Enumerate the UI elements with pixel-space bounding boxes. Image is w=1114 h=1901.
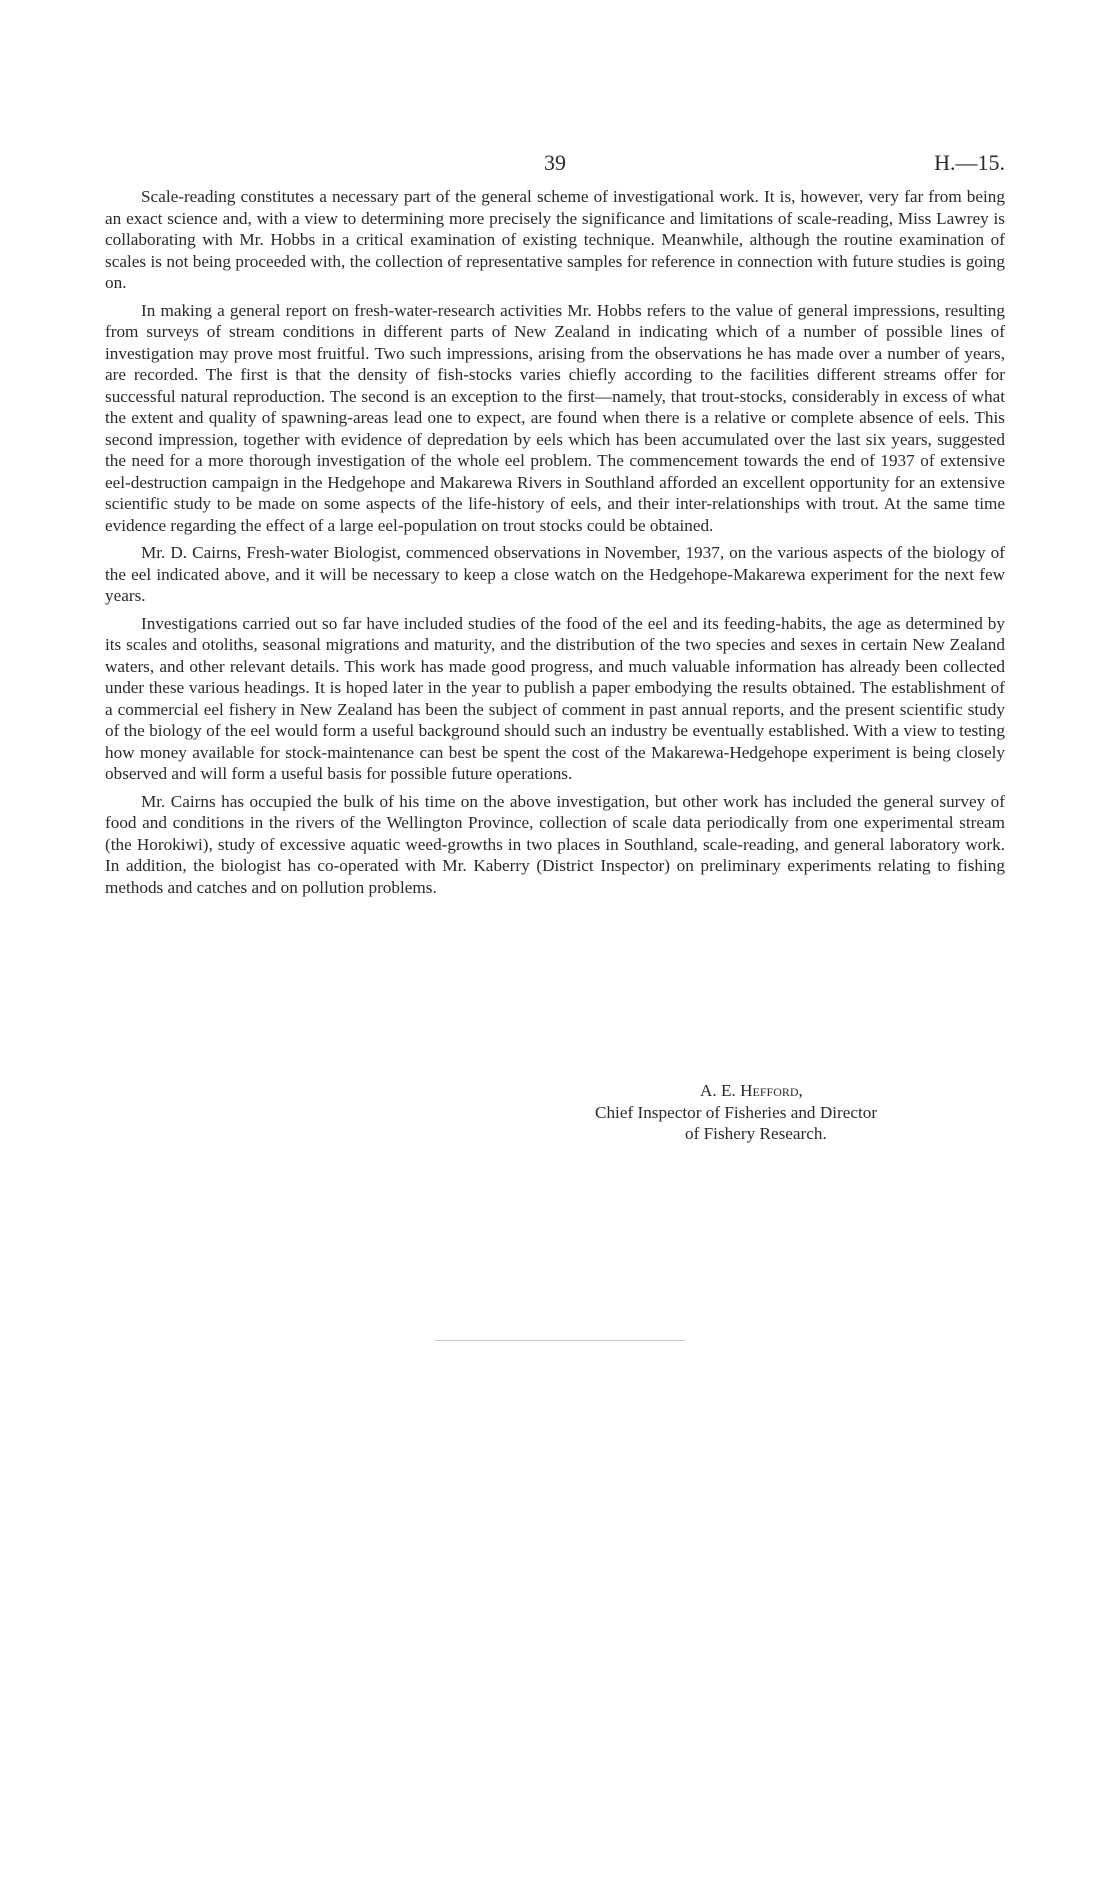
report-body	[105, 186, 1005, 904]
paragraph-cairns-observations: Mr. D. Cairns, Fresh-water Biologist, commenced observations in November, 1937, on the various aspects of the biology of the eel indicated above, and it will be necessary to keep a close watch on the Hedgehope-Makarewa experiment for the next few years.	[105, 543, 1005, 605]
signatory-title-line-1: Chief Inspector of Fisheries and Director	[595, 1102, 878, 1122]
paragraph-other-work: Mr. Cairns has occupied the bulk of his time on the above investigation, but other work has included the general survey of food and conditions in the rivers of the Wellington Province, collection of scale data periodically from one experimental stream (the Horokiwi), study of excessive aquatic weed-growths in two places in Southland, scale-reading, and general laboratory work. In addition, the biologist has co-operated with Mr. Kaberry (District Inspector) on preliminary experiments relating to fishing methods and catches and on pollution problems.	[105, 791, 1005, 897]
document-reference: H.—15.	[934, 150, 1005, 175]
page-header	[105, 150, 1005, 180]
signatory-name	[580, 1080, 1020, 1102]
paragraph-scale-reading: Scale-reading constitutes a necessary part of the general scheme of investigational work. It is, however, very far from being an exact science and, with a view to determining more precisely the significance and limitations of scale-reading, Miss Lawrey is collaborating with Mr. Hobbs in a critical examination of existing technique. Meanwhile, although the routine examination of scales is not being proceeded with, the collection of representative samples for reference in connection with future studies is going on.	[105, 187, 1005, 292]
signatory-title-line-2: of Fishery Research.	[685, 1124, 827, 1143]
signature-block	[580, 1080, 1020, 1145]
end-rule-divider	[435, 1340, 685, 1341]
signatory-surname: Hefford,	[740, 1081, 803, 1100]
signatory-initials: A. E.	[700, 1081, 736, 1100]
paragraph-general-report: In making a general report on fresh-water-research activities Mr. Hobbs refers to the value of general impressions, resulting from surveys of stream conditions in different parts of New Zealand in indicating which of a number of possible lines of investigation may prove most fruitful. Two such impressions, arising from the observations he has made over a number of years, are recorded. The first is that the density of fish-stocks varies chiefly according to the facilities different streams offer for successful natural reproduction. The second is an exception to the first—namely, that trout-stocks, considerably in excess of what the extent and quality of spawning-areas lead one to expect, are found when there is a relative or complete absence of eels. This second impression, together with evidence of depredation by eels which has been accumulated over the last six years, suggested the need for a more thorough investigation of the whole eel problem. The commencement towards the end of 1937 of extensive eel-destruction campaign in the Hedgehope and Makarewa Rivers in Southland afforded an excellent opportunity for an extensive scientific study to be made on some aspects of the life-history of eels, and their inter-relationships with trout. At the same time evidence regarding the effect of a large eel-population on trout stocks could be obtained.	[105, 300, 1005, 535]
paragraph-investigations: Investigations carried out so far have included studies of the food of the eel and its feeding-habits, the age as determined by its scales and otoliths, seasonal migrations and maturity, and the distribution of the two species and sexes in certain New Zealand waters, and other relevant details. This work has made good progress, and much valuable information has already been collected under these various headings. It is hoped later in the year to publish a paper embodying the results obtained. The establishment of a commercial eel fishery in New Zealand has been the subject of comment in past annual reports, and the present scientific study of the biology of the eel would form a useful background should such an industry be eventually established. With a view to testing how money available for stock-maintenance can best be spent the cost of the Makarewa-Hedgehope experiment is being closely observed and will form a useful basis for possible future operations.	[105, 613, 1005, 783]
page-number: 39	[544, 150, 566, 175]
